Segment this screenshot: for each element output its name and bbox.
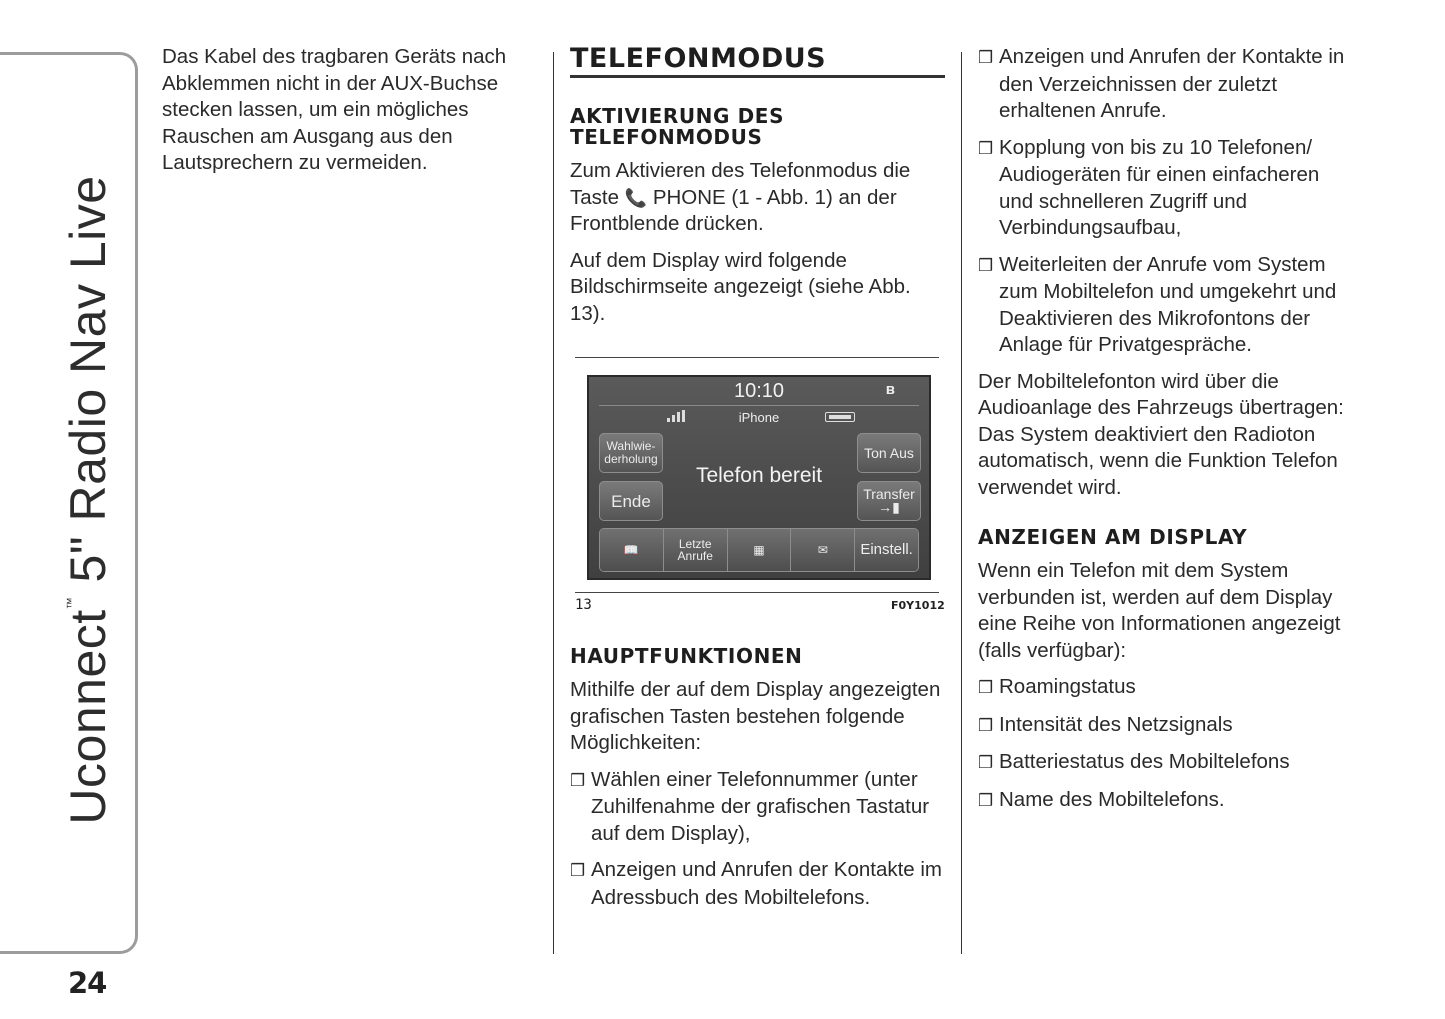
list-item: ❒ Batteriestatus des Mobiltelefons xyxy=(978,749,1358,777)
battery-icon xyxy=(825,412,855,422)
redial-button[interactable]: Wahlwie-derholung xyxy=(599,433,663,473)
subheading-main-functions: HAUPTFUNKTIONEN xyxy=(570,644,803,668)
list-item: ❒ Name des Mobiltelefons. xyxy=(978,787,1358,815)
subheading-display: ANZEIGEN AM DISPLAY xyxy=(978,525,1248,549)
checkbox-bullet-icon: ❒ xyxy=(978,138,994,159)
column-divider xyxy=(961,52,962,954)
transfer-icon: →▮ xyxy=(878,499,900,515)
checkbox-bullet-icon: ❒ xyxy=(978,255,994,276)
list-item: ❒ Roamingstatus xyxy=(978,674,1358,702)
messages-icon[interactable]: ✉ xyxy=(791,529,855,571)
page-number: 24 xyxy=(68,966,107,1000)
column-2-lower xyxy=(570,646,945,921)
list-item: ❒ Anzeigen und Anrufen der Kontakte im Adressbuch des Mobiltelefons. xyxy=(570,858,943,909)
figure-top-rule xyxy=(575,357,939,358)
column-divider xyxy=(553,52,554,954)
list-item: ❒ Intensität des Netzsignals xyxy=(978,712,1358,740)
checkbox-bullet-icon: ❒ xyxy=(978,48,994,68)
phonebook-icon[interactable]: 📖 xyxy=(600,529,664,571)
column-2 xyxy=(570,44,945,337)
column-1 xyxy=(162,44,532,187)
figure-code: F0Y1012 xyxy=(891,599,945,612)
transfer-button[interactable]: Transfer →▮ xyxy=(857,481,921,521)
screen-clock: 10:10 xyxy=(733,380,785,402)
end-call-button[interactable]: Ende xyxy=(599,481,663,521)
call-status: Telefon bereit xyxy=(695,464,823,487)
chapter-title: Uconnect™ 5" Radio Nav Live xyxy=(60,175,116,825)
audio-paragraph: Der Mobiltelefonton wird über die Audioanlage des Fahrzeugs übertragen: Das System deaktiviert den Radioton automatisch, wenn die Funktion Telefon verwendet wird. xyxy=(978,369,1344,499)
settings-tab[interactable]: Einstell. xyxy=(855,529,918,571)
checkbox-bullet-icon: ❒ xyxy=(978,790,994,811)
keypad-icon[interactable]: ▦ xyxy=(728,529,792,571)
checkbox-bullet-icon: ❒ xyxy=(570,770,586,791)
subheading-activation: AKTIVIERUNG DES TELEFONMODUS xyxy=(570,104,785,149)
list-item: ❒ Kopplung von bis zu 10 Telefonen/ Audiogeräten für einen einfacheren und schnelleren Zugriff und Verbindungsaufbau, xyxy=(978,135,1320,239)
checkbox-bullet-icon: ❒ xyxy=(570,861,586,881)
recent-calls-tab[interactable]: Letzte Anrufe xyxy=(664,529,728,571)
screen-tab-bar xyxy=(599,528,919,572)
mute-button[interactable]: Ton Aus xyxy=(857,433,921,473)
list-item: ❒ Wählen einer Telefonnummer (unter Zuhilfenahme der grafischen Tastatur auf dem Display), xyxy=(570,767,930,845)
device-name: iPhone xyxy=(738,410,780,425)
phone-icon: 📞 xyxy=(624,187,648,208)
list-item: ❒ Anzeigen und Anrufen der Kontakte in den Verzeichnissen der zuletzt erhaltenen Anrufe. xyxy=(978,45,1345,122)
phone-screen-figure xyxy=(587,375,931,580)
display-paragraph: Auf dem Display wird folgende Bildschirmseite angezeigt (siehe Abb. 13). xyxy=(570,248,911,325)
screen-divider xyxy=(599,405,919,406)
main-functions-paragraph: Mithilfe der auf dem Display angezeigten grafischen Tasten bestehen folgende Möglichkeiten: xyxy=(570,678,941,754)
aux-note-paragraph: Das Kabel des tragbaren Geräts nach Abklemmen nicht in der AUX-Buchse stecken lassen, um ein mögliches Rauschen am Ausgang aus den Lautsprechern zu vermeiden. xyxy=(162,45,507,174)
bluetooth-icon: ʙ xyxy=(885,381,895,398)
figure-number: 13 xyxy=(575,597,592,613)
figure-bottom-rule xyxy=(575,592,939,593)
checkbox-bullet-icon: ❒ xyxy=(978,715,994,736)
checkbox-bullet-icon: ❒ xyxy=(978,678,994,698)
section-heading: TELEFONMODUS xyxy=(570,44,945,78)
list-item: ❒ Weiterleiten der Anrufe vom System zum Mobiltelefon und umgekehrt und Deaktivieren des Mikrofontons der Anlage für Privatgespräche. xyxy=(978,252,1337,356)
column-3 xyxy=(978,44,1358,824)
checkbox-bullet-icon: ❒ xyxy=(978,753,994,773)
display-info-paragraph: Wenn ein Telefon mit dem System verbunden ist, werden auf dem Display eine Reihe von Informationen angezeigt (falls verfügbar): xyxy=(978,559,1341,662)
activation-paragraph: Zum Aktivieren des Telefonmodus die Taste 📞 PHONE (1 - Abb. 1) an der Frontblende drücken. xyxy=(570,159,911,235)
